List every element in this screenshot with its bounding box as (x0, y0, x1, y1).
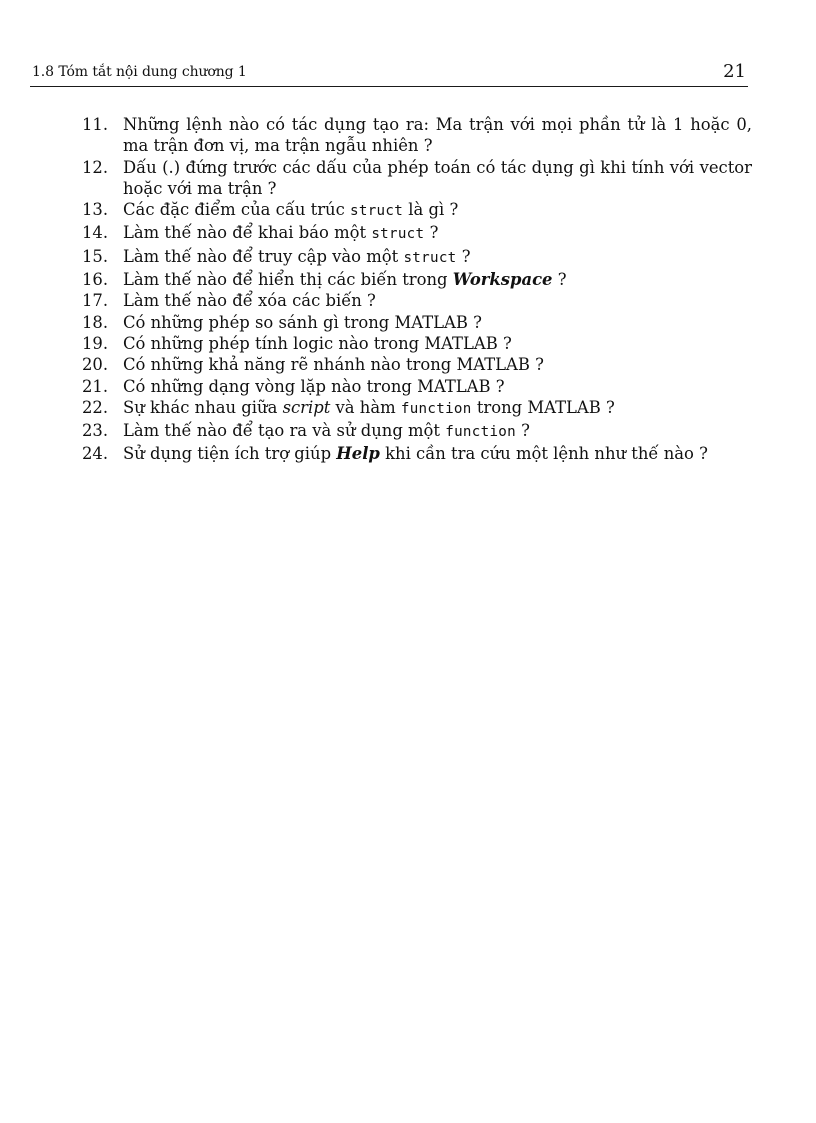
question-number: 14. (82, 223, 109, 243)
text-run: và hàm (330, 397, 401, 417)
emphasis-term: Workspace (452, 270, 553, 290)
text-run: Sự khác nhau giữa (123, 397, 283, 417)
question-text (123, 290, 752, 311)
text-run: Những lệnh nào có tác dụng tạo ra: Ma trận với mọi phần tử là 1 hoặc 0, ma trận đơn vị, ma trận ngẫu nhiên ? (123, 115, 752, 156)
code-term: function (400, 400, 472, 417)
text-run: Làm thế nào để hiển thị các biến trong (123, 270, 453, 290)
question-text (123, 269, 752, 290)
text-run: Làm thế nào để truy cập vào một (123, 246, 404, 266)
emphasis-term: Help (336, 444, 380, 464)
question-text (123, 376, 752, 397)
question-text (123, 246, 752, 269)
question-item (30, 199, 752, 222)
text-run: Làm thế nào để tạo ra và sử dụng một (123, 421, 446, 441)
text-run: trong MATLAB ? (471, 397, 615, 417)
question-text (123, 354, 752, 375)
question-text (123, 333, 752, 354)
question-text (123, 114, 752, 157)
question-text (123, 312, 752, 333)
code-term: struct (350, 203, 404, 220)
question-item (30, 246, 752, 269)
question-number: 20. (82, 355, 109, 375)
text-run: Làm thế nào để khai báo một (123, 223, 372, 243)
text-run: ? (552, 270, 567, 290)
question-item (30, 443, 752, 464)
text-run: Sử dụng tiện ích trợ giúp (123, 444, 337, 464)
question-text (123, 199, 752, 222)
question-item (30, 376, 752, 397)
text-run: là gì ? (403, 200, 459, 220)
question-text (123, 443, 752, 464)
text-run: ? (456, 246, 471, 266)
code-term: struct (371, 226, 425, 243)
question-item (30, 114, 752, 157)
text-run: Có những dạng vòng lặp nào trong MATLAB ? (123, 376, 505, 396)
question-item (30, 354, 752, 375)
question-text (123, 420, 752, 443)
question-item (30, 397, 752, 420)
page-number: 21 (723, 61, 746, 82)
code-term: function (445, 424, 516, 441)
question-number: 19. (82, 333, 109, 353)
question-number: 15. (82, 246, 109, 266)
question-item (30, 222, 752, 245)
question-item (30, 420, 752, 443)
question-number: 13. (82, 200, 109, 220)
text-run: ? (424, 223, 439, 243)
question-item (30, 157, 752, 200)
text-run: khi cần tra cứu một lệnh như thế nào ? (379, 444, 708, 464)
question-number: 21. (82, 376, 109, 396)
review-question-list (30, 114, 752, 465)
question-number: 16. (82, 270, 109, 290)
text-run: Có những khả năng rẽ nhánh nào trong MATLAB ? (123, 355, 544, 375)
question-item (30, 290, 752, 311)
question-number: 24. (82, 444, 109, 464)
question-number: 23. (82, 421, 109, 441)
question-text (123, 397, 752, 420)
question-text (123, 157, 752, 200)
text-run: Có những phép so sánh gì trong MATLAB ? (123, 312, 482, 332)
page-header (30, 62, 748, 87)
question-number: 12. (82, 157, 109, 177)
question-item (30, 269, 752, 290)
question-number: 22. (82, 397, 109, 417)
question-item (30, 333, 752, 354)
question-number: 18. (82, 312, 109, 332)
italic-term: script (282, 397, 331, 417)
text-run: Có những phép tính logic nào trong MATLAB ? (123, 333, 512, 353)
question-number: 17. (82, 291, 109, 311)
text-run: Làm thế nào để xóa các biến ? (123, 291, 376, 311)
code-term: struct (403, 249, 457, 266)
question-text (123, 222, 752, 245)
text-run: ? (515, 421, 530, 441)
question-item (30, 312, 752, 333)
question-number: 11. (82, 115, 109, 134)
text-run: Dấu (.) đứng trước các dấu của phép toán có tác dụng gì khi tính với vector hoặc với ma trận ? (123, 157, 752, 198)
text-run: Các đặc điểm của cấu trúc (123, 200, 351, 220)
running-head: 1.8 Tóm tắt nội dung chương 1 (32, 64, 247, 80)
